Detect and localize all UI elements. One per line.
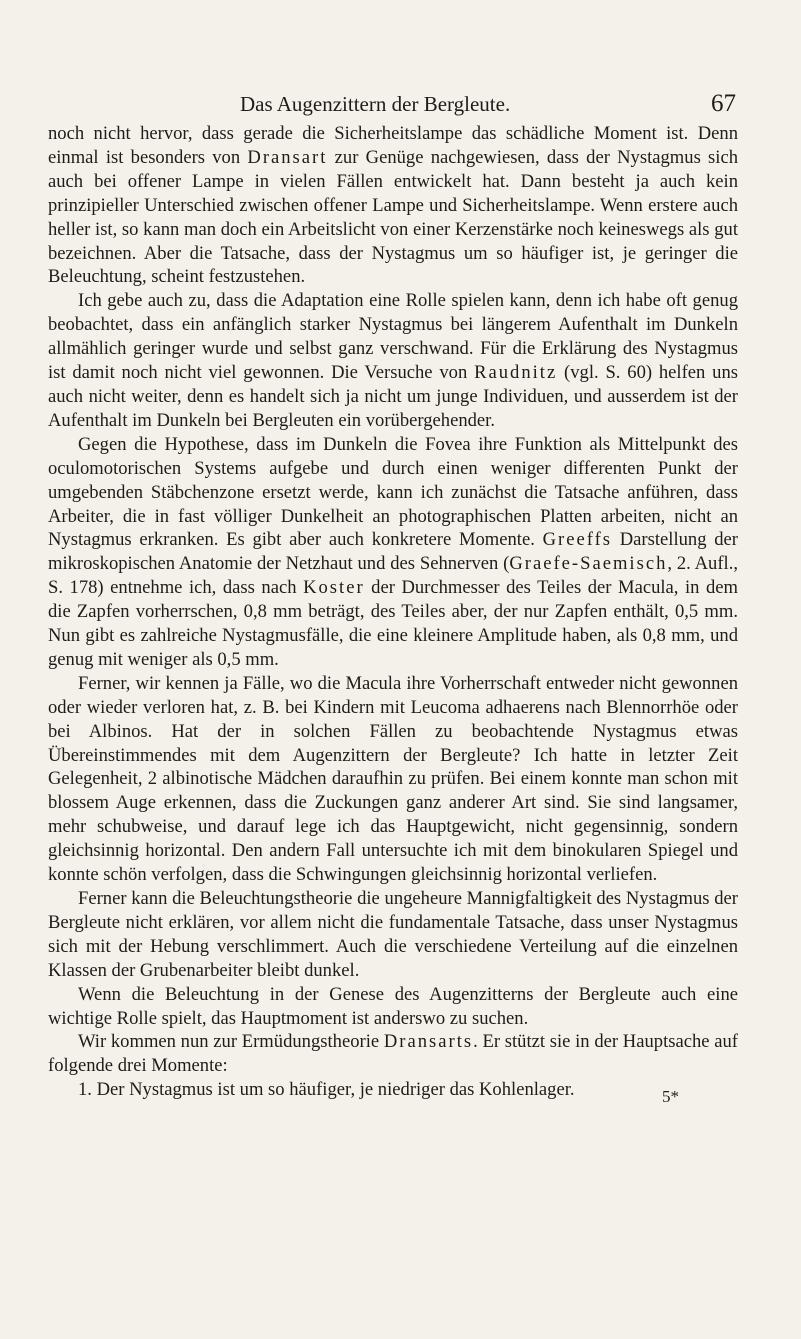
text-run: Ich gebe auch zu, dass die Adaptation eine Rolle spielen kann, denn ich habe oft genug beobachtet, dass ein anfänglich starker Nystagmus bei längerem Aufenthalt im Dunkeln allmählich geringer wurde und selbst ganz verschwand. Für die Erklärung des Nystagmus ist damit noch nicht viel gewonnen. Die Versuche von [48,290,738,384]
text-run: Ferner, wir kennen ja Fälle, wo die Macula ihre Vorherrschaft entweder nicht gewonnen oder wieder verloren hat, z. B. bei Kindern mit Leucoma adhaerens nach Blennorrhöe oder bei Albinos. Hat der in solchen Fällen zu beobachtende Nystagmus etwas Übereinstimmendes mit dem Augenzittern der Bergleute? Ich hatte in letzter Zeit Gelegenheit, 2 albinotische Mädchen daraufhin zu prüfen. Bei einem konnte man schon mit blossem Auge erkennen, dass die Zuckungen ganz anderer Art sind. Sie sind langsamer, mehr schubweise, und darauf lege ich das Hauptgewicht, nicht gegensinnig, sondern gleichsinnig horizontal. Den andern Fall untersuchte ich mit dem binokularen Spiegel und konnte schön verfolgen, dass die Schwingungen gleichsinnig horizontal verliefen. [48,672,738,886]
text-run: Darstellung der mikroskopischen Anatomie der Netzhaut und des Sehnerven ( [48,529,738,575]
text-run: (vgl. S. 60) helfen uns auch nicht weiter, denn es handelt sich ja nicht um junge Individuen, und ausserdem ist der Aufenthalt im Dunkeln bei Bergleuten ein vorübergehender. [48,362,738,431]
text-run: der Durchmesser des Teiles der Macula, in dem die Zapfen vorherrschen, 0,8 mm beträgt, des Teiles aber, der nur Zapfen enthält, 0,5 mm. Nun gibt es zahlreiche Nystagmusfälle, die eine kleinere Amplitude haben, als 0,8 mm, und genug mit weniger als 0,5 mm. [48,577,738,670]
paragraph [48,672,738,887]
paragraph [48,1078,738,1102]
paragraph [48,887,738,983]
paragraph [48,433,738,672]
text-run: Wenn die Beleuchtung in der Genese des Augenzitterns der Bergleute auch eine wichtige Rolle spielt, das Hauptmoment ist anderswo zu suchen. [48,983,738,1029]
author-name: Raudnitz [474,362,558,384]
author-name: Dransart [247,146,328,168]
text-run: 1. Der Nystagmus ist um so häufiger, je niedriger das Kohlenlager. [78,1079,575,1101]
text-run: Ferner kann die Beleuchtungstheorie die ungeheure Mannigfaltigkeit des Nystagmus der Bergleute nicht erklären, vor allem nicht die fundamentale Tatsache, dass unser Nystagmus sich mit der Hebung verschlimmert. Auch die verschiedene Verteilung auf die einzelnen Klassen der Grubenarbeiter bleibt dunkel. [48,888,738,981]
paragraph [48,122,738,289]
page-header [240,90,736,124]
text-run: Gegen die Hypothese, dass im Dunkeln die Fovea ihre Funktion als Mittelpunkt des oculomotorischen Systems aufgebe und durch einen weniger differenten Punkt der umgebenden Stäbchenzone ersetzt werde, kann ich zunächst die Tatsache anführen, dass Arbeiter, die in fast völliger Dunkelheit an photographischen Platten arbeiten, nicht an Nystagmus erkranken. Es gibt aber auch konkretere Momente. [48,433,738,551]
body-text [48,122,738,1102]
paragraph [48,289,738,432]
text-run: Wir kommen nun zur Ermüdungstheorie [78,1031,384,1053]
text-run: noch nicht hervor, dass gerade die Sicherheitslampe das schädliche Moment ist. Denn einmal ist besonders von [48,123,738,168]
text-run: . Er stützt sie in der Hauptsache auf folgende drei Momente: [48,1031,738,1077]
paragraph [48,983,738,1031]
author-name: Koster [303,577,365,599]
paragraph [48,1030,738,1078]
text-run: , 2. Aufl., S. 178) entnehme ich, dass nach [48,553,738,599]
running-title: Das Augenzittern der Bergleute. [240,92,511,116]
author-name: Greeffs [542,529,613,551]
text-run: zur Genüge nachgewiesen, dass der Nystagmus sich auch bei offener Lampe in vielen Fällen entwickelt hat. Dann besteht ja auch kein prinzipieller Unterschied zwischen offener Lampe und Sicherheitslampe. Wenn erstere auch heller ist, so kann man doch ein Arbeitslicht von einer Kerzenstärke noch keineswegs als gut bezeichnen. Aber die Tatsache, dass der Nystagmus um so häufiger ist, je geringer die Beleuchtung, scheint festzustehen. [48,146,738,288]
author-name: Graefe-Saemisch [509,553,668,575]
page-number: 67 [711,90,736,117]
author-name: Dransarts [383,1031,474,1053]
signature-mark: 5* [662,1087,679,1106]
